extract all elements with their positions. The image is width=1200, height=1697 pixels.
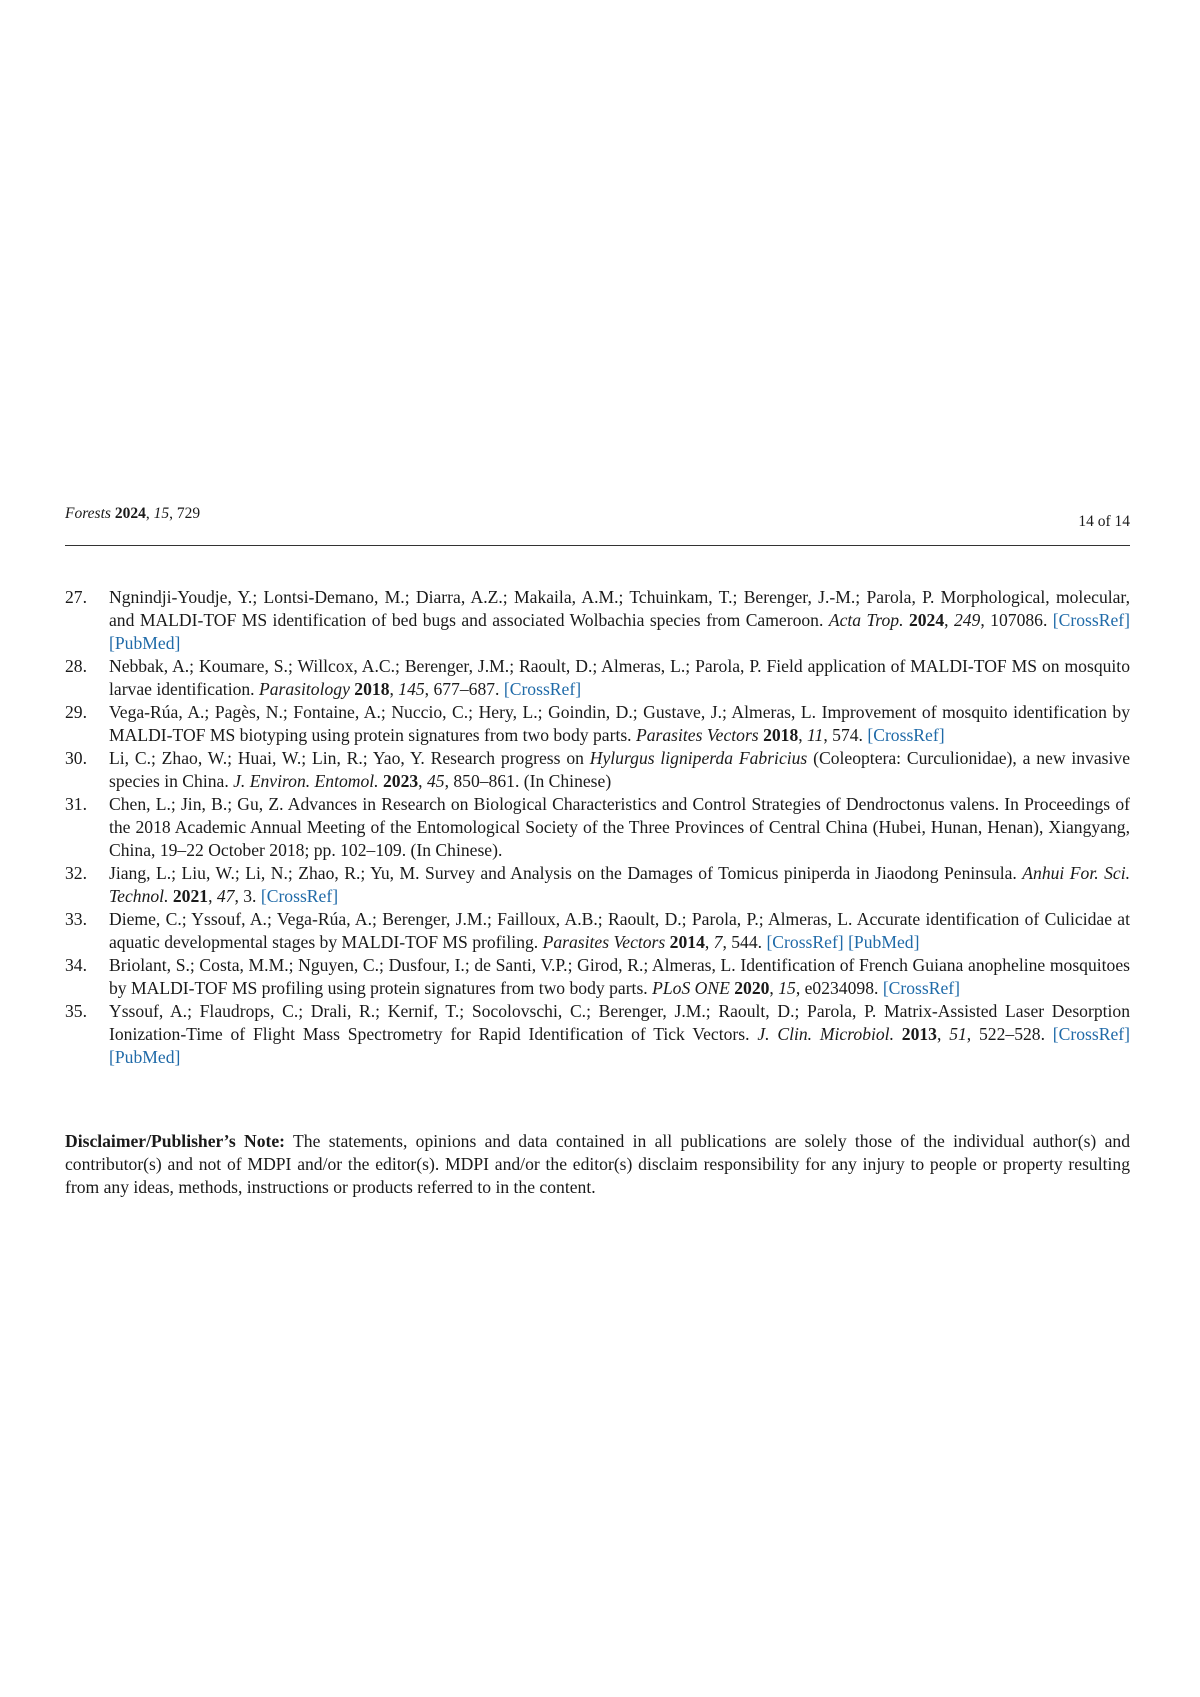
reference-number: 31. [65, 794, 87, 814]
publisher-disclaimer [65, 1130, 1130, 1199]
reference-text: Briolant, S.; Costa, M.M.; Nguyen, C.; Dusfour, I.; de Santi, V.P.; Girod, R.; Almeras, L. Identification of French Guiana anopheline mosquitoes by MALDI-TOF MS profiling using protein signatures from two body parts. [109, 955, 1130, 998]
reference-number: 32. [65, 863, 87, 883]
reference-journal: PLoS ONE [652, 978, 730, 998]
reference-text: (Coleoptera: Curculionidae), a new invasive species in China. [109, 748, 1131, 791]
reference-year: 2018 [354, 679, 390, 699]
pubmed-link[interactable]: [PubMed] [109, 633, 181, 653]
species-name: Hylurgus ligniperda Fabricius [589, 748, 808, 768]
reference-item: 30. Li, C.; Zhao, W.; Huai, W.; Lin, R.; Yao, Y. Research progress on Hylurgus ligniperda Fabricius (Coleoptera: Curculionidae), a new invasive species in China. J. Environ. Entomol. 2023, 45, 850–861. (In Chinese) [65, 748, 1131, 791]
reference-text: Jiang, L.; Liu, W.; Li, N.; Zhao, R.; Yu, M. Survey and Analysis on the Damages of Tomicus piniperda in Jiaodong Peninsula. [109, 863, 1017, 883]
page-number: 14 of 14 [1078, 513, 1130, 530]
disclaimer-text: The statements, opinions and data contained in all publications are solely those of the individual author(s) and contributor(s) and not of MDPI and/or the editor(s). MDPI and/or the editor(s) disclaim responsibility for any injury to people or property resulting from any ideas, methods, instructions or products referred to in the content. [65, 1131, 1131, 1197]
reference-item: 28. Nebbak, A.; Koumare, S.; Willcox, A.C.; Berenger, J.M.; Raoult, D.; Almeras, L.; Parola, P. Field application of MALDI-TOF MS on mosquito larvae identification. Parasitology 2018, 145, 677–687. [CrossRef] [65, 656, 1130, 699]
reference-journal: J. Clin. Microbiol. [757, 1024, 894, 1044]
reference-volume: 11 [807, 725, 824, 745]
crossref-link[interactable]: [CrossRef] [1052, 610, 1131, 630]
reference-item: 27. Ngnindji-Youdje, Y.; Lontsi-Demano, M.; Diarra, A.Z.; Makaila, A.M.; Tchuinkam, T.; Berenger, J.-M.; Parola, P. Morphological, molecular, and MALDI-TOF MS identification of bed bugs and associated Wolbachia species from Cameroon. Acta Trop. 2024, 249, 107086. [CrossRef] [PubMed] [65, 587, 1131, 653]
journal-year: 2024 [114, 505, 146, 522]
journal-citation: Forests 2024, 15, 729 [65, 505, 201, 522]
reference-item: 32. Jiang, L.; Liu, W.; Li, N.; Zhao, R.; Yu, M. Survey and Analysis on the Damages of Tomicus piniperda in Jiaodong Peninsula. Anhui For. Sci. Technol. 2021, 47, 3. [CrossRef] [65, 863, 1130, 906]
reference-text: Dieme, C.; Yssouf, A.; Vega-Rúa, A.; Berenger, J.M.; Failloux, A.B.; Raoult, D.; Parola, P.; Almeras, L. Accurate identification of Culicidae at aquatic developmental stages by MALDI-TOF MS profiling. [109, 909, 1130, 952]
reference-volume: 51 [949, 1024, 967, 1044]
reference-year: 2013 [901, 1024, 937, 1044]
reference-list [65, 586, 1130, 1069]
reference-item: 33. Dieme, C.; Yssouf, A.; Vega-Rúa, A.; Berenger, J.M.; Failloux, A.B.; Raoult, D.; Parola, P.; Almeras, L. Accurate identification of Culicidae at aquatic developmental stages by MALDI-TOF MS profiling. Parasites Vectors 2014, 7, 544. [CrossRef] [PubMed] [65, 909, 1130, 952]
reference-number: 28. [65, 656, 87, 676]
reference-number: 34. [65, 955, 87, 975]
reference-year: 2021 [172, 886, 209, 906]
reference-text: Vega-Rúa, A.; Pagès, N.; Fontaine, A.; Nuccio, C.; Hery, L.; Goindin, D.; Gustave, J.; Almeras, L. Improvement of mosquito identification by MALDI-TOF MS biotyping using protein signatures from two body parts. [109, 702, 1130, 745]
journal-article: 729 [176, 505, 201, 522]
reference-volume: 249 [953, 610, 981, 630]
reference-text: Chen, L.; Jin, B.; Gu, Z. Advances in Research on Biological Characteristics and Control Strategies of Dendroctonus valens. In Proceedings of the 2018 Academic Annual Meeting of the Entomological Society of the Three Provinces of Central China (Hubei, Hunan, Henan), Xiangyang, China, 19–22 October 2018; pp. 102–109. (In Chinese). [109, 794, 1130, 860]
reference-journal: J. Environ. Entomol. [233, 771, 379, 791]
reference-text: Li, C.; Zhao, W.; Huai, W.; Lin, R.; Yao, Y. Research progress on [109, 748, 584, 768]
reference-journal: Parasites Vectors [542, 932, 666, 952]
crossref-link[interactable]: [CrossRef] [766, 932, 844, 952]
journal-volume: 15 [153, 505, 170, 522]
reference-pages: 3. [243, 886, 257, 906]
reference-item: 35. Yssouf, A.; Flaudrops, C.; Drali, R.; Kernif, T.; Socolovschi, C.; Berenger, J.M.; Raoult, D.; Parola, P. Matrix-Assisted Laser Desorption Ionization-Time of Flight Mass Spectrometry for Rapid Identification of Tick Vectors. J. Clin. Microbiol. 2013, 51, 522–528. [CrossRef] [PubMed] [65, 1001, 1131, 1067]
crossref-link[interactable]: [CrossRef] [503, 679, 582, 699]
reference-volume: 145 [398, 679, 425, 699]
reference-volume: 45 [426, 771, 445, 791]
reference-pages: 522–528. [979, 1024, 1045, 1044]
reference-pages: 107086. [990, 610, 1048, 630]
reference-volume: 7 [713, 932, 723, 952]
reference-pages: e0234098. [804, 978, 879, 998]
reference-year: 2014 [669, 932, 705, 952]
page-header [65, 505, 1130, 546]
reference-journal: Anhui For. Sci. Technol. [109, 863, 1130, 906]
pubmed-link[interactable]: [PubMed] [109, 1047, 181, 1067]
reference-pages: 677–687. [433, 679, 500, 699]
reference-year: 2018 [763, 725, 799, 745]
reference-number: 33. [65, 909, 87, 929]
reference-text: Ngnindji-Youdje, Y.; Lontsi-Demano, M.; Diarra, A.Z.; Makaila, A.M.; Tchuinkam, T.; Berenger, J.-M.; Parola, P. Morphological, molecular, and MALDI-TOF MS identification of bed bugs and associated Wolbachia species from Cameroon. [109, 587, 1130, 630]
reference-pages: 574. [832, 725, 863, 745]
reference-item [65, 793, 1130, 862]
disclaimer-label: Disclaimer/Publisher’s Note: [65, 1131, 286, 1151]
reference-year: 2024 [908, 610, 945, 630]
reference-number: 35. [65, 1001, 87, 1021]
reference-volume: 47 [216, 886, 235, 906]
reference-journal: Parasites Vectors [635, 725, 759, 745]
reference-journal: Parasitology [258, 679, 350, 699]
reference-year: 2023 [382, 771, 419, 791]
reference-number: 30. [65, 748, 87, 768]
reference-item: 29. Vega-Rúa, A.; Pagès, N.; Fontaine, A.; Nuccio, C.; Hery, L.; Goindin, D.; Gustave, J.; Almeras, L. Improvement of mosquito identification by MALDI-TOF MS biotyping using protein signatures from two body parts. Parasites Vectors 2018, 11, 574. [CrossRef] [65, 702, 1130, 745]
journal-name: Forests [65, 505, 111, 522]
reference-pages: 544. [731, 932, 763, 952]
pubmed-link[interactable]: [PubMed] [848, 932, 920, 952]
reference-number: 29. [65, 702, 87, 722]
reference-text: Nebbak, A.; Koumare, S.; Willcox, A.C.; Berenger, J.M.; Raoult, D.; Almeras, L.; Parola, P. Field application of MALDI-TOF MS on mosquito larvae identification. [109, 656, 1130, 699]
reference-journal: Acta Trop. [828, 610, 904, 630]
crossref-link[interactable]: [CrossRef] [867, 725, 945, 745]
reference-pages: 850–861. (In Chinese) [453, 771, 612, 791]
crossref-link[interactable]: [CrossRef] [1052, 1024, 1131, 1044]
reference-number: 27. [65, 587, 87, 607]
reference-text: Yssouf, A.; Flaudrops, C.; Drali, R.; Kernif, T.; Socolovschi, C.; Berenger, J.M.; Raoult, D.; Parola, P. Matrix-Assisted Laser Desorption Ionization-Time of Flight Mass Spectrometry for Rapid Identification of Tick Vectors. [109, 1001, 1130, 1044]
reference-item: 34. Briolant, S.; Costa, M.M.; Nguyen, C.; Dusfour, I.; de Santi, V.P.; Girod, R.; Almeras, L. Identification of French Guiana anopheline mosquitoes by MALDI-TOF MS profiling using protein signatures from two body parts. PLoS ONE 2020, 15, e0234098. [CrossRef] [65, 955, 1130, 998]
reference-year: 2020 [734, 978, 770, 998]
crossref-link[interactable]: [CrossRef] [260, 886, 339, 906]
reference-volume: 15 [778, 978, 796, 998]
crossref-link[interactable]: [CrossRef] [882, 978, 961, 998]
